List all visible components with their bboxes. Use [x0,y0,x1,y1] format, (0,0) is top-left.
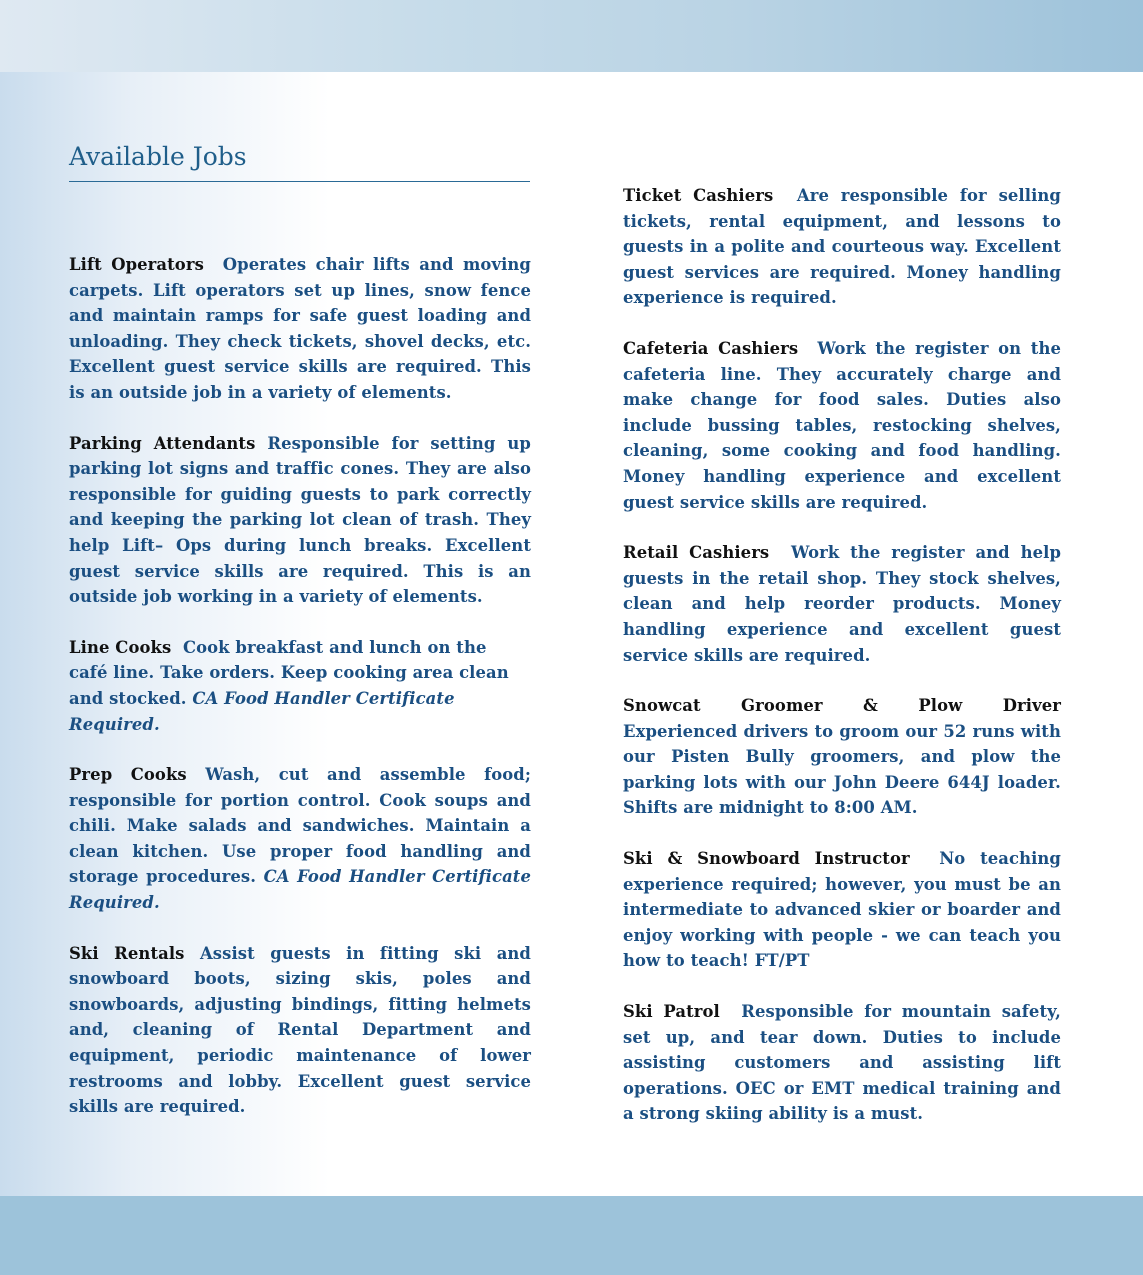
job-cafeteria-cashiers [623,336,1061,515]
job-title: Ski Patrol [623,1002,720,1022]
job-description: Assist guests in fitting ski and snowboard boots, sizing skis, poles and snowboards, adjusting bindings, fitting helmets and, cleaning of Rental Department and equipment, periodic maintenance of lower restrooms and lobby. Excellent guest service skills are required. [69,943,531,1117]
job-title: Retail Cashiers [623,543,770,563]
top-banner [0,0,1143,72]
job-ski-patrol [623,999,1061,1127]
bottom-banner [0,1196,1143,1275]
job-ski-rentals [69,941,531,1120]
job-description: Work the register and help guests in the retail shop. They stock shelves, clean and help reorder products. Money handling experience and excellent guest service skills are required. [623,543,1062,665]
job-certificate: CA Food Handler Certificate Required. [69,867,531,913]
job-snowcat-groomer [623,693,1061,821]
job-prep-cooks [69,762,531,916]
job-parking-attendants [69,431,531,610]
job-title: Parking Attendants [69,433,256,453]
job-description: Wash, cut and assemble food; responsible for portion control. Cook soups and chili. Make salads and sandwiches. Maintain a clean kitchen. Use proper food handling and storage procedures. [69,765,531,887]
job-title: Ticket Cashiers [623,186,774,205]
job-description: No teaching experience required; however, you must be an intermediate to advanced skier or boarder and enjoy working with people - we can teach you how to teach! FT/PT [623,849,1061,971]
page-title: Available Jobs [69,142,247,171]
job-title: Cafeteria Cashiers [623,338,799,358]
job-title: Prep Cooks [69,765,187,785]
job-description: Cook breakfast and lunch on the café line. Take orders. Keep cooking area clean and stocked. [69,637,509,708]
job-certificate: CA Food Handler Certificate Required. [69,688,455,734]
job-description: Responsible for mountain safety, set up, and tear down. Duties to include assisting customers and assisting lift operations. OEC or EMT medical training and a strong skiing ability is a must. [623,1002,1061,1124]
job-title: Lift Operators [69,255,204,274]
jobs-left-column [69,252,531,1145]
job-description: Work the register on the cafeteria line. They accurately charge and make change for food sales. Duties also include bussing tables, restocking shelves, cleaning, some cooking and food handling. Money handling experience and excellent guest service skills are required. [623,338,1061,512]
job-description: Operates chair lifts and moving carpets. Lift operators set up lines, snow fence and maintain ramps for safe guest loading and unloading. They check tickets, shovel decks, etc. Excellent guest service skills are required. This is an outside job in a variety of elements. [69,255,531,402]
job-ticket-cashiers [623,183,1061,311]
job-lift-operators [69,252,531,406]
job-title: Snowcat Groomer & Plow Driver [623,696,1061,716]
job-retail-cashiers [623,540,1061,668]
job-title: Ski Rentals [69,943,185,963]
job-line-cooks [69,635,509,737]
jobs-right-column [623,183,1061,1152]
job-description: Are responsible for selling tickets, rental equipment, and lessons to guests in a polite and courteous way. Excellent guest services are required. Money handling experience is required. [623,186,1061,308]
job-title: Line Cooks [69,637,172,657]
job-description: Responsible for setting up parking lot signs and traffic cones. They are also responsible for guiding guests to park correctly and keeping the parking lot clean of trash. They help Lift– Ops during lunch breaks. Excellent guest service skills are required. This is an outside job working in a variety of elements. [69,433,531,607]
title-divider [69,181,530,182]
job-title: Ski & Snowboard Instructor [623,849,910,869]
job-description: Experienced drivers to groom our 52 runs with our Pisten Bully groomers, and plow the parking lots with our John Deere 644J loader. Shifts are midnight to 8:00 AM. [623,721,1061,818]
job-ski-snowboard-instructor [623,846,1061,974]
